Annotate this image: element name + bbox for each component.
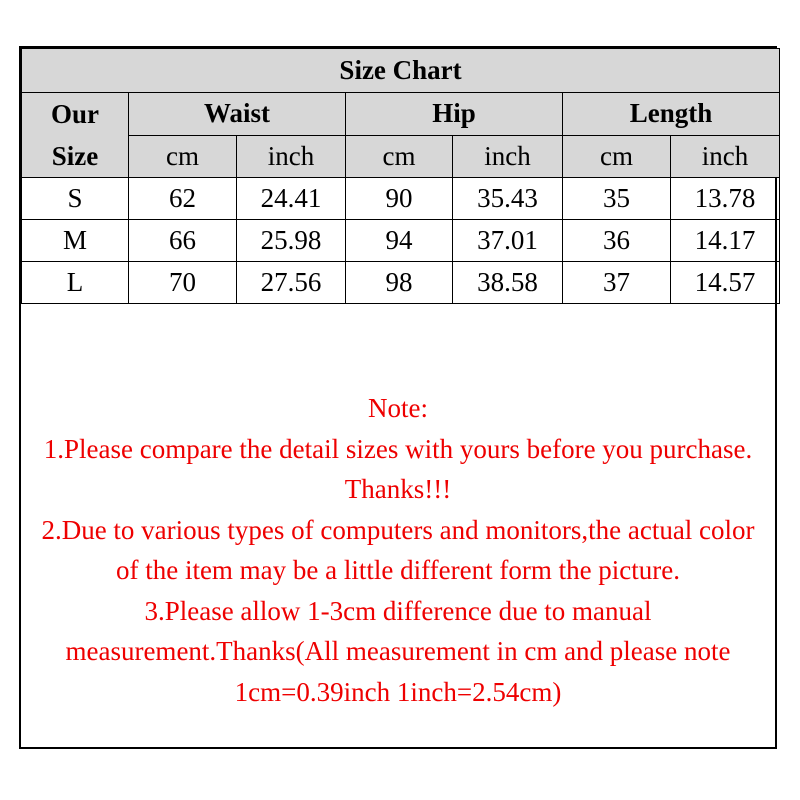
table-cell: 90 (346, 178, 453, 220)
hip-header: Hip (346, 93, 563, 136)
table-cell: 62 (129, 178, 237, 220)
size-chart-table (21, 48, 780, 304)
table-cell: 14.17 (671, 220, 780, 262)
table-cell: 94 (346, 220, 453, 262)
our-size-label-line2: Size (51, 141, 99, 171)
table-cell: 37.01 (453, 220, 563, 262)
table-cell: 36 (563, 220, 671, 262)
table-cell: 13.78 (671, 178, 780, 220)
unit-header: inch (237, 135, 346, 178)
waist-header: Waist (129, 93, 346, 136)
table-cell: 35.43 (453, 178, 563, 220)
size-chart-panel (19, 46, 777, 749)
table-cell: 24.41 (237, 178, 346, 220)
size-cell: S (22, 178, 129, 220)
table-cell: 27.56 (237, 262, 346, 304)
unit-header: inch (453, 135, 563, 178)
unit-header: cm (129, 135, 237, 178)
size-cell: L (22, 262, 129, 304)
table-row (22, 178, 780, 220)
size-cell: M (22, 220, 129, 262)
chart-title: Size Chart (22, 49, 780, 93)
note-item-1: 1.Please compare the detail sizes with yours before you purchase. Thanks!!! (43, 433, 753, 504)
length-header: Length (563, 93, 780, 136)
our-size-label-line1: Our (50, 99, 99, 129)
table-cell: 98 (346, 262, 453, 304)
unit-header: inch (671, 135, 780, 178)
our-size-header (22, 93, 129, 178)
notes-section (21, 346, 775, 747)
note-item-2: 2.Due to various types of computers and monitors,the actual color of the item may be a little different form the picture. (41, 514, 755, 585)
note-heading: Note: (368, 393, 428, 423)
table-cell: 70 (129, 262, 237, 304)
table-cell: 35 (563, 178, 671, 220)
table-row (22, 262, 780, 304)
unit-header: cm (346, 135, 453, 178)
note-item-3: 3.Please allow 1-3cm difference due to manual measurement.Thanks(All measurement in cm and please note 1cm=0.39inch 1inch=2.54cm) (65, 595, 731, 707)
table-cell: 25.98 (237, 220, 346, 262)
table-cell: 14.57 (671, 262, 780, 304)
table-cell: 37 (563, 262, 671, 304)
table-row (22, 220, 780, 262)
unit-header: cm (563, 135, 671, 178)
table-cell: 38.58 (453, 262, 563, 304)
table-cell: 66 (129, 220, 237, 262)
